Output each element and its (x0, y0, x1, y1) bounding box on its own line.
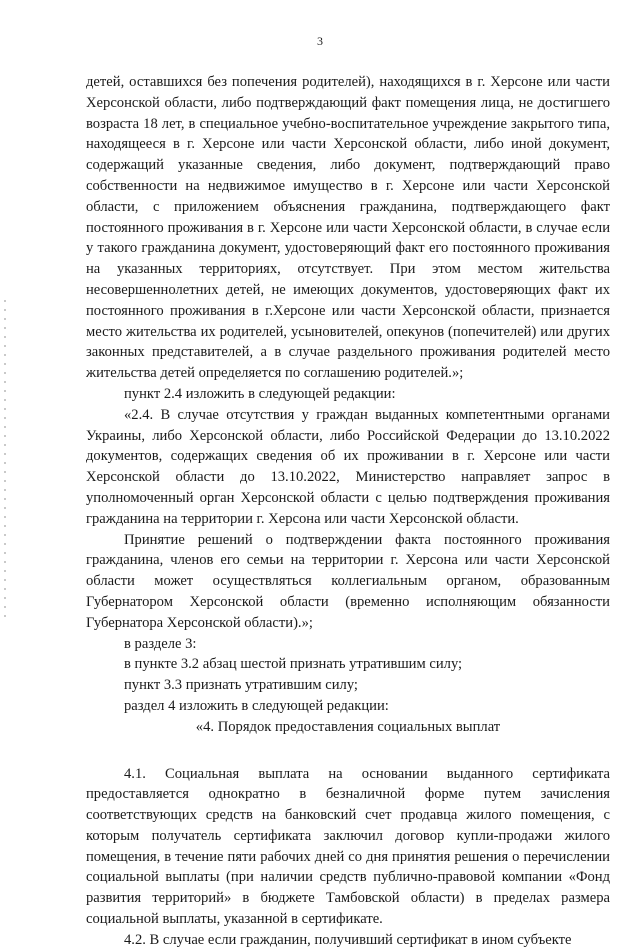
paragraph-3-2: в пункте 3.2 абзац шестой признать утратившим силу; (124, 656, 463, 673)
spacer (86, 738, 610, 764)
paragraph-3-3: пункт 3.3 признать утратившим силу; (124, 677, 358, 694)
paragraph-4-2: 4.2. В случае если гражданин, получивший сертификат в ином субъекте (124, 931, 572, 948)
document-body (86, 72, 610, 951)
paragraph-4-1: 4.1. Социальная выплата на основании выданного сертификата предоставляется однократно в безналичной форме путем зачисления соответствующих средств на банковский счет продавца жилого помещения, с которым получатель сертификата заключил договор купли-продажи жилого помещения, в течение пяти рабочих дней со дня принятия решения о перечислении социальной выплаты (при наличии средств публично-правовой компании «Фонд развития территорий» в бюджете Тамбовской области) в пределах размера социальной выплаты, указанной в сертификате. (86, 765, 610, 928)
paragraph-section-3: в разделе 3: (124, 635, 197, 652)
paragraph-decision: Принятие решений о подтверждении факта постоянного проживания гражданина, членов его семьи на территории г. Херсона или части Херсонской области может осуществляться коллегиальным органом, образованным Губернатором Херсонской области (временно исполняющим обязанности Губернатора Херсонской области).»; (86, 531, 610, 631)
scan-edge-mark (4, 300, 6, 620)
paragraph-continuation: детей, оставшихся без попечения родителей), находящихся в г. Херсоне или части Херсонской области, либо подтверждающий факт помещения лица, не достигшего возраста 18 лет, в специальное учебно-воспитательное учреждение закрытого типа, находящееся в г. Херсоне или части Херсонской области, либо иной документ, содержащий указанные сведения, либо документ, подтверждающий право собственности на недвижимое имущество в г. Херсоне или части Херсонской области, с приложением объяснения гражданина, подтверждающего факт постоянного проживания в г. Херсоне или части Херсонской области, в случае если у такого гражданина документ, удостоверяющий факт его постоянного проживания на указанных территориях, отсутствует. При этом местом жительства несовершеннолетних детей, не имеющих документов, удостоверяющих факт их постоянного проживания в г.Херсоне или части Херсонской области, признается место жительства их родителей, усыновителей, опекунов (попечителей) или других законных представителей, а в случае раздельного проживания родителей место жительства детей определяется по соглашению родителей.»; (86, 74, 610, 382)
section-4-heading: «4. Порядок предоставления социальных выплат (195, 718, 501, 735)
paragraph-section-4: раздел 4 изложить в следующей редакции: (124, 697, 389, 714)
page-number: 3 (317, 34, 323, 48)
paragraph-amend-2-4: пункт 2.4 изложить в следующей редакции: (124, 385, 396, 402)
paragraph-2-4: «2.4. В случае отсутствия у граждан выданных компетентными органами Украины, либо Херсонской области, либо Российской Федерации до 13.10.2022 документов, содержащих сведения об их проживании в г. Херсоне или части Херсонской области до 13.10.2022, Министерство направляет запрос в уполномоченный орган Херсонской области с целью подтверждения проживания гражданина на территории г. Херсона или части Херсонской области. (86, 406, 610, 527)
